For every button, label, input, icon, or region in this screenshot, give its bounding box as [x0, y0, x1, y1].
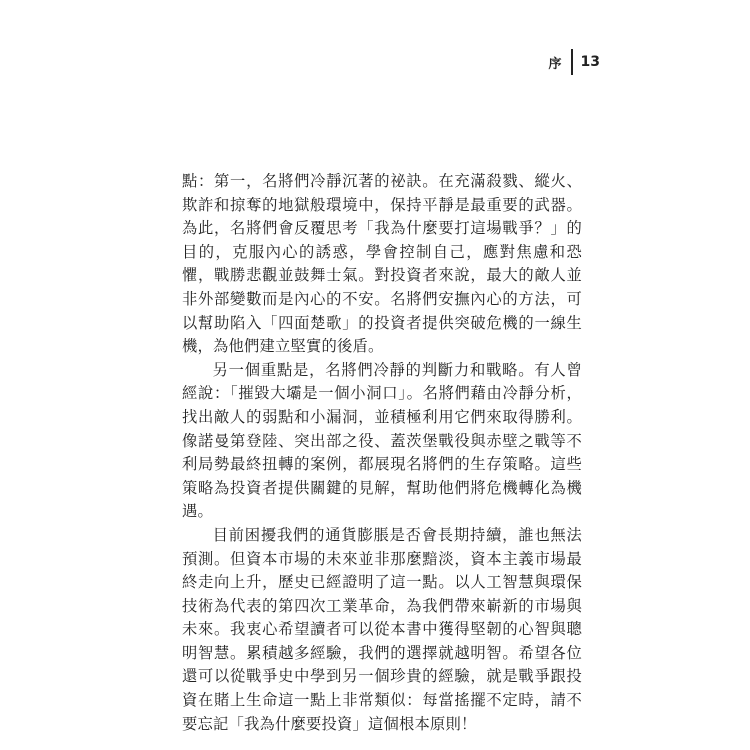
- paragraph-2: 另一個重點是，名將們冷靜的判斷力和戰略。有人曾經說：「摧毀大壩是一個小洞口」。名將們藉由冷靜分析，找出敵人的弱點和小漏洞，並積極利用它們來取得勝利。像諾曼第登陸、突出部之役、蓋茨堡戰役與赤壁之戰等不利局勢最終扭轉的案例，都展現名將們的生存策略。這些策略為投資者提供關鍵的見解，幫助他們將危機轉化為機遇。: [182, 360, 582, 521]
- page-header: [549, 50, 601, 74]
- page-number: 13: [580, 54, 600, 70]
- header-divider: [571, 49, 573, 75]
- paragraph-1: 點：第一，名將們冷靜沉著的祕訣。在充滿殺戮、縱火、欺詐和掠奪的地獄般環境中，保持平靜是最重要的武器。為此，名將們會反覆思考「我為什麼要打這場戰爭？」的目的，克服內心的誘惑，學會控制自己，應對焦慮和恐懼，戰勝悲觀並鼓舞士氣。對投資者來說，最大的敵人並非外部變數而是內心的不安。名將們安撫內心的方法，可以幫助陷入「四面楚歌」的投資者提供突破危機的一線生機，為他們建立堅實的後盾。: [182, 172, 582, 356]
- paragraph-3: 目前困擾我們的通貨膨脹是否會長期持續，誰也無法預測。但資本市場的未來並非那麼黯淡，資本主義市場最終走向上升，歷史已經證明了這一點。以人工智慧與環保技術為代表的第四次工業革命，為我們帶來嶄新的市場與未來。我衷心希望讀者可以從本書中獲得堅韌的心智與聰明智慧。累積越多經驗，我們的選擇就越明智。希望各位還可以從戰爭史中學到另一個珍貴的經驗，就是戰爭跟投資在賭上生命這一點上非常類似：每當搖擺不定時，請不要忘記「我為什麼要投資」這個根本原則！: [182, 525, 582, 733]
- section-label: 序: [548, 56, 562, 72]
- body-text: [182, 170, 582, 736]
